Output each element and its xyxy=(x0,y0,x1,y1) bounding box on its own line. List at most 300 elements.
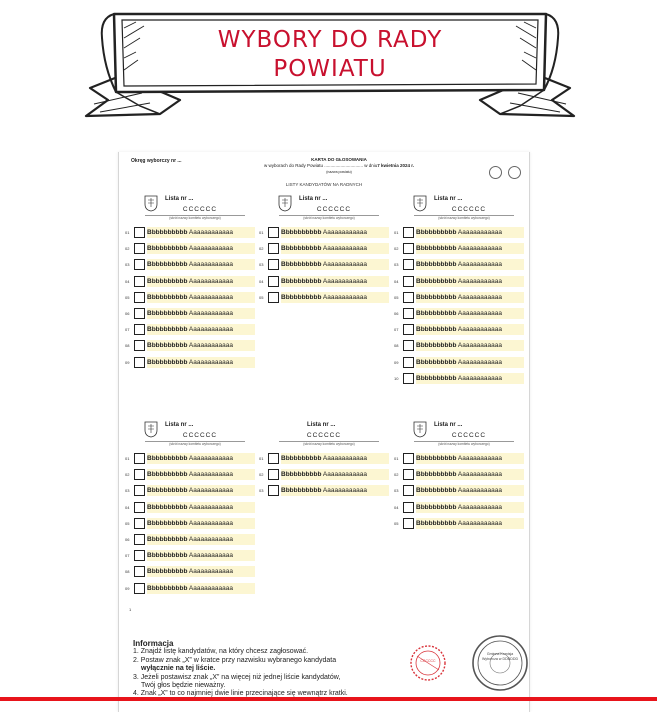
candidate-row xyxy=(394,307,524,323)
candidate-row xyxy=(394,291,524,307)
ballot-card xyxy=(118,152,530,712)
candidate-row xyxy=(394,517,524,533)
info-title: Informacja xyxy=(133,639,174,648)
candidate-number: 01 xyxy=(125,456,130,461)
candidate-given-name: Aaaaaaaaaaaa xyxy=(188,229,233,236)
candidate-row xyxy=(125,582,255,598)
elections-line-a: w wyborach do Rady Powiatu ............................... w dniu xyxy=(263,163,378,168)
committee-code: CCCCCC xyxy=(451,206,487,213)
candidate-given-name: Aaaaaaaaaaaa xyxy=(188,455,233,462)
candidate-given-name: Aaaaaaaaaaaa xyxy=(322,277,367,285)
candidate-given-name: Aaaaaaaaaaaa xyxy=(188,552,233,560)
vote-checkbox[interactable] xyxy=(268,259,279,270)
vote-checkbox[interactable] xyxy=(134,583,145,594)
candidate-given-name: Aaaaaaaaaaaa xyxy=(188,261,233,269)
candidate-surname: Bbbbbbbbbb xyxy=(147,503,188,511)
committee-caption: (skrót nazwy komitetu wyborczego) xyxy=(279,441,379,446)
candidate-name xyxy=(147,292,255,303)
list-name: Lista nr ... xyxy=(165,422,194,428)
candidate-row xyxy=(125,339,255,355)
candidate-name xyxy=(147,534,255,545)
candidate-number: 04 xyxy=(394,504,399,510)
vote-checkbox[interactable] xyxy=(403,469,414,480)
candidate-given-name: Aaaaaaaaaaaa xyxy=(457,309,502,317)
banner-title xyxy=(205,26,455,84)
candidate-surname: Bbbbbbbbbb xyxy=(416,277,457,285)
candidate-given-name: Aaaaaaaaaaaa xyxy=(188,245,233,253)
candidate-row xyxy=(259,226,389,242)
candidate-surname: Bbbbbbbbbb xyxy=(416,245,457,253)
candidate-name xyxy=(281,243,389,254)
candidate-surname: Bbbbbbbbbb xyxy=(416,519,457,527)
candidate-list-column xyxy=(259,420,389,501)
info-line-3b: Twój głos będzie nieważny. xyxy=(141,682,226,690)
candidate-number: 03 xyxy=(125,488,130,494)
candidate-given-name: Aaaaaaaaaaaa xyxy=(457,487,502,495)
candidate-name xyxy=(281,469,389,480)
candidate-name xyxy=(281,227,389,238)
candidate-number: 05 xyxy=(394,520,399,526)
committee-caption: (skrót nazwy komitetu wyborczego) xyxy=(145,215,245,220)
candidate-surname: Bbbbbbbbbb xyxy=(147,229,188,236)
info-line-3: 3. Jeżeli postawisz znak „X” na więcej niż jednej liście kandydatów, xyxy=(133,673,341,681)
candidate-surname: Bbbbbbbbbb xyxy=(147,358,188,366)
candidate-name xyxy=(281,292,389,303)
candidate-name xyxy=(416,502,524,513)
list-name: Lista nr ... xyxy=(434,422,463,428)
candidate-number: 02 xyxy=(125,472,130,478)
candidate-row xyxy=(125,468,255,484)
candidate-given-name: Aaaaaaaaaaaa xyxy=(322,261,367,269)
candidate-row xyxy=(394,258,524,274)
candidate-row xyxy=(259,484,389,500)
vote-checkbox[interactable] xyxy=(403,243,414,254)
candidate-surname: Bbbbbbbbbb xyxy=(416,487,457,495)
candidate-row xyxy=(394,468,524,484)
commission-stamp-text xyxy=(471,652,529,662)
candidate-surname: Bbbbbbbbbb xyxy=(416,358,457,366)
candidate-row xyxy=(394,484,524,500)
candidate-number: 02 xyxy=(394,246,399,252)
vote-checkbox[interactable] xyxy=(403,373,414,384)
candidate-rows xyxy=(125,226,255,372)
committee-code: CCCCCC xyxy=(316,206,352,213)
small-stamp-icon xyxy=(409,644,447,682)
candidate-number: 03 xyxy=(125,262,130,268)
candidate-row xyxy=(125,307,255,323)
corner-circle-right xyxy=(508,166,521,179)
candidate-row xyxy=(259,452,389,468)
candidate-given-name: Aaaaaaaaaaaa xyxy=(457,293,502,301)
candidate-number: 06 xyxy=(394,310,399,316)
candidate-name xyxy=(281,276,389,287)
candidate-name xyxy=(147,518,255,529)
candidate-surname: Bbbbbbbbbb xyxy=(281,455,322,462)
list-name: Lista nr ... xyxy=(307,422,336,428)
candidate-given-name: Aaaaaaaaaaaa xyxy=(457,245,502,253)
candidate-rows xyxy=(394,452,524,533)
candidate-given-name: Aaaaaaaaaaaa xyxy=(322,487,367,495)
vote-checkbox[interactable] xyxy=(403,276,414,287)
district-label: Okręg wyborczy nr ... xyxy=(131,158,182,164)
candidate-given-name: Aaaaaaaaaaaa xyxy=(188,342,233,350)
info-line-2b: wyłącznie na tej liście. xyxy=(141,665,216,673)
candidate-given-name: Aaaaaaaaaaaa xyxy=(457,229,502,236)
info-section xyxy=(133,640,423,699)
candidate-surname: Bbbbbbbbbb xyxy=(147,261,188,269)
candidate-name xyxy=(281,453,389,464)
list-name: Lista nr ... xyxy=(165,196,194,202)
candidate-rows xyxy=(259,226,389,307)
candidate-row xyxy=(125,291,255,307)
candidate-name xyxy=(147,485,255,496)
vote-checkbox[interactable] xyxy=(403,308,414,319)
candidate-number: 04 xyxy=(125,278,130,284)
district-caption: (nazwa powiatu) xyxy=(326,170,352,174)
candidate-row xyxy=(259,291,389,307)
vote-checkbox[interactable] xyxy=(134,534,145,545)
candidate-name xyxy=(147,227,255,238)
candidate-given-name: Aaaaaaaaaaaa xyxy=(188,358,233,366)
vote-checkbox[interactable] xyxy=(134,550,145,561)
emblem-icon xyxy=(143,194,159,212)
info-line-4: 4. Znak „X” to co najmniej dwie linie przecinające się wewnątrz kratki. xyxy=(133,690,348,698)
candidate-surname: Bbbbbbbbbb xyxy=(416,261,457,269)
candidate-name xyxy=(147,453,255,464)
candidate-number: 07 xyxy=(394,327,399,333)
candidate-name xyxy=(147,243,255,254)
candidate-name xyxy=(147,469,255,480)
candidate-name xyxy=(147,357,255,368)
candidate-name xyxy=(147,502,255,513)
vote-checkbox[interactable] xyxy=(134,357,145,368)
candidate-name xyxy=(416,357,524,368)
vote-checkbox[interactable] xyxy=(268,227,279,238)
candidate-surname: Bbbbbbbbbb xyxy=(147,309,188,317)
candidate-given-name: Aaaaaaaaaaaa xyxy=(188,535,233,543)
candidate-number: 04 xyxy=(394,278,399,284)
candidate-row xyxy=(394,323,524,339)
candidate-number: 01 xyxy=(259,456,264,461)
candidate-number: 06 xyxy=(125,536,130,542)
candidate-name xyxy=(147,340,255,351)
candidate-given-name: Aaaaaaaaaaaa xyxy=(457,326,502,334)
info-line-2: 2. Postaw znak „X” w kratce przy nazwisku wybranego kandydata xyxy=(133,656,337,664)
candidate-surname: Bbbbbbbbbb xyxy=(281,471,322,479)
committee-code: CCCCCC xyxy=(182,206,218,213)
vote-checkbox[interactable] xyxy=(268,485,279,496)
vote-checkbox[interactable] xyxy=(403,259,414,270)
candidate-name xyxy=(416,324,524,335)
vote-checkbox[interactable] xyxy=(134,292,145,303)
vote-checkbox[interactable] xyxy=(268,453,279,464)
vote-checkbox[interactable] xyxy=(403,453,414,464)
vote-checkbox[interactable] xyxy=(134,227,145,238)
candidate-name xyxy=(416,243,524,254)
candidate-surname: Bbbbbbbbbb xyxy=(416,471,457,479)
candidate-row xyxy=(394,242,524,258)
vote-checkbox[interactable] xyxy=(134,566,145,577)
candidate-name xyxy=(416,485,524,496)
candidate-number: 07 xyxy=(125,553,130,559)
candidate-row xyxy=(125,565,255,581)
candidate-given-name: Aaaaaaaaaaaa xyxy=(457,471,502,479)
candidate-list-column xyxy=(125,194,255,372)
candidate-surname: Bbbbbbbbbb xyxy=(416,309,457,317)
candidate-number: 03 xyxy=(259,488,264,494)
ballot-header xyxy=(249,157,429,175)
vote-checkbox[interactable] xyxy=(134,502,145,513)
candidate-name xyxy=(416,518,524,529)
candidate-number: 08 xyxy=(125,343,130,349)
candidate-number: 05 xyxy=(394,294,399,300)
candidate-number: 01 xyxy=(259,230,264,235)
candidate-surname: Bbbbbbbbbb xyxy=(147,342,188,350)
candidate-number: 01 xyxy=(125,230,130,235)
candidate-row xyxy=(125,517,255,533)
banner-title-line1: WYBORY DO RADY xyxy=(217,27,443,53)
candidate-surname: Bbbbbbbbbb xyxy=(416,326,457,334)
candidate-number: 04 xyxy=(125,504,130,510)
vote-checkbox[interactable] xyxy=(134,324,145,335)
candidate-given-name: Aaaaaaaaaaaa xyxy=(188,568,233,576)
title-banner xyxy=(80,8,580,128)
candidate-surname: Bbbbbbbbbb xyxy=(147,552,188,560)
stamp-text-top: Gminna Komisja xyxy=(486,652,514,656)
emblem-icon xyxy=(277,194,293,212)
candidate-number: 08 xyxy=(125,569,130,575)
candidate-name xyxy=(416,469,524,480)
candidate-number: 01 xyxy=(394,456,399,461)
candidate-name xyxy=(416,373,524,384)
candidate-number: 04 xyxy=(259,278,264,284)
candidate-number: 03 xyxy=(259,262,264,268)
list-name: Lista nr ... xyxy=(299,196,328,202)
committee-caption: (skrót nazwy komitetu wyborczego) xyxy=(414,441,514,446)
candidate-row xyxy=(394,452,524,468)
candidate-given-name: Aaaaaaaaaaaa xyxy=(188,584,233,592)
candidate-name xyxy=(147,276,255,287)
list-header xyxy=(125,194,255,226)
candidate-row xyxy=(394,356,524,372)
candidate-name xyxy=(281,259,389,270)
candidate-surname: Bbbbbbbbbb xyxy=(147,293,188,301)
list-header xyxy=(394,420,524,452)
vote-checkbox[interactable] xyxy=(134,243,145,254)
candidate-row xyxy=(125,484,255,500)
candidate-surname: Bbbbbbbbbb xyxy=(416,455,457,462)
candidate-list-column xyxy=(259,194,389,307)
committee-code: CCCCCC xyxy=(451,432,487,439)
candidate-number: 01 xyxy=(394,230,399,235)
vote-checkbox[interactable] xyxy=(134,518,145,529)
candidate-number: 08 xyxy=(394,343,399,349)
candidate-rows xyxy=(394,226,524,388)
vote-checkbox[interactable] xyxy=(134,469,145,480)
emblem-icon xyxy=(143,420,159,438)
candidate-surname: Bbbbbbbbbb xyxy=(147,584,188,592)
candidate-name xyxy=(416,340,524,351)
candidate-given-name: Aaaaaaaaaaaa xyxy=(322,455,367,462)
candidate-given-name: Aaaaaaaaaaaa xyxy=(188,487,233,495)
candidate-given-name: Aaaaaaaaaaaa xyxy=(188,277,233,285)
vote-checkbox[interactable] xyxy=(403,502,414,513)
candidate-name xyxy=(147,566,255,577)
candidate-number: 02 xyxy=(259,472,264,478)
candidate-row xyxy=(259,275,389,291)
candidate-given-name: Aaaaaaaaaaaa xyxy=(457,455,502,462)
candidate-surname: Bbbbbbbbbb xyxy=(281,293,322,301)
candidate-name xyxy=(416,276,524,287)
candidate-name xyxy=(147,550,255,561)
candidate-given-name: Aaaaaaaaaaaa xyxy=(188,503,233,511)
candidate-given-name: Aaaaaaaaaaaa xyxy=(457,261,502,269)
candidate-given-name: Aaaaaaaaaaaa xyxy=(457,342,502,350)
candidate-list-column xyxy=(394,420,524,533)
candidate-row xyxy=(125,452,255,468)
candidate-surname: Bbbbbbbbbb xyxy=(147,535,188,543)
list-header xyxy=(394,194,524,226)
bottom-red-bar xyxy=(0,697,657,701)
candidate-number: 03 xyxy=(394,488,399,494)
list-header xyxy=(259,420,389,452)
candidate-list-column xyxy=(394,194,524,388)
vote-checkbox[interactable] xyxy=(403,518,414,529)
candidate-name xyxy=(147,259,255,270)
candidate-given-name: Aaaaaaaaaaaa xyxy=(322,229,367,236)
candidate-number: 05 xyxy=(125,294,130,300)
list-header xyxy=(125,420,255,452)
candidate-given-name: Aaaaaaaaaaaa xyxy=(188,471,233,479)
vote-checkbox[interactable] xyxy=(403,485,414,496)
candidate-row xyxy=(125,356,255,372)
vote-checkbox[interactable] xyxy=(134,485,145,496)
committee-caption: (skrót nazwy komitetu wyborczego) xyxy=(145,441,245,446)
candidate-surname: Bbbbbbbbbb xyxy=(281,229,322,236)
candidate-list-column xyxy=(125,420,255,598)
candidate-row xyxy=(394,226,524,242)
candidate-surname: Bbbbbbbbbb xyxy=(416,503,457,511)
vote-checkbox[interactable] xyxy=(268,243,279,254)
committee-code: CCCCCC xyxy=(306,432,342,439)
stamp-text-bottom: Wyborcza w DDDDDD xyxy=(481,657,519,661)
vote-checkbox[interactable] xyxy=(134,453,145,464)
candidate-row xyxy=(394,501,524,517)
candidate-row xyxy=(125,323,255,339)
candidate-given-name: Aaaaaaaaaaaa xyxy=(188,293,233,301)
candidate-row xyxy=(125,501,255,517)
vote-checkbox[interactable] xyxy=(268,469,279,480)
vote-checkbox[interactable] xyxy=(134,276,145,287)
candidate-surname: Bbbbbbbbbb xyxy=(281,487,322,495)
candidate-number: 10 xyxy=(394,375,399,381)
candidate-given-name: Aaaaaaaaaaaa xyxy=(188,519,233,527)
candidate-row xyxy=(259,468,389,484)
candidate-number: 05 xyxy=(125,520,130,526)
candidate-name xyxy=(416,453,524,464)
vote-checkbox[interactable] xyxy=(134,340,145,351)
candidate-given-name: Aaaaaaaaaaaa xyxy=(322,471,367,479)
candidate-given-name: Aaaaaaaaaaaa xyxy=(322,293,367,301)
vote-checkbox[interactable] xyxy=(268,292,279,303)
candidate-name xyxy=(416,292,524,303)
vote-checkbox[interactable] xyxy=(134,259,145,270)
candidate-surname: Bbbbbbbbbb xyxy=(416,293,457,301)
info-line-1: 1. Znajdź listę kandydatów, na który chcesz zagłosować. xyxy=(133,648,309,656)
candidate-surname: Bbbbbbbbbb xyxy=(416,374,457,382)
vote-checkbox[interactable] xyxy=(403,357,414,368)
page-number: 1 xyxy=(129,607,132,612)
vote-checkbox[interactable] xyxy=(403,292,414,303)
committee-code: CCCCCC xyxy=(182,432,218,439)
vote-checkbox[interactable] xyxy=(403,227,414,238)
emblem-icon xyxy=(412,420,428,438)
vote-checkbox[interactable] xyxy=(403,340,414,351)
candidate-surname: Bbbbbbbbbb xyxy=(147,487,188,495)
candidate-number: 02 xyxy=(394,472,399,478)
candidate-row xyxy=(125,242,255,258)
candidate-row xyxy=(125,226,255,242)
candidate-given-name: Aaaaaaaaaaaa xyxy=(188,309,233,317)
candidate-number: 09 xyxy=(125,359,130,365)
candidate-surname: Bbbbbbbbbb xyxy=(147,519,188,527)
banner-title-line2: POWIATU xyxy=(273,56,387,82)
vote-checkbox[interactable] xyxy=(268,276,279,287)
candidate-name xyxy=(416,308,524,319)
candidate-rows xyxy=(125,452,255,598)
candidate-row xyxy=(394,339,524,355)
candidate-number: 07 xyxy=(125,327,130,333)
candidate-number: 09 xyxy=(125,585,130,591)
candidate-given-name: Aaaaaaaaaaaa xyxy=(457,358,502,366)
list-header xyxy=(259,194,389,226)
candidate-given-name: Aaaaaaaaaaaa xyxy=(322,245,367,253)
candidate-name xyxy=(416,259,524,270)
lists-header: LISTY KANDYDATÓW NA RADNYCH xyxy=(285,182,363,187)
candidate-name xyxy=(416,227,524,238)
candidate-surname: Bbbbbbbbbb xyxy=(147,455,188,462)
candidate-surname: Bbbbbbbbbb xyxy=(281,277,322,285)
candidate-number: 02 xyxy=(125,246,130,252)
commission-stamp-icon xyxy=(471,634,529,692)
vote-checkbox[interactable] xyxy=(134,308,145,319)
candidate-name xyxy=(281,485,389,496)
candidate-row xyxy=(394,275,524,291)
candidate-surname: Bbbbbbbbbb xyxy=(147,471,188,479)
candidate-given-name: Aaaaaaaaaaaa xyxy=(457,277,502,285)
candidate-number: 03 xyxy=(394,262,399,268)
emblem-icon xyxy=(412,194,428,212)
candidate-surname: Bbbbbbbbbb xyxy=(416,342,457,350)
candidate-surname: Bbbbbbbbbb xyxy=(416,229,457,236)
list-name: Lista nr ... xyxy=(434,196,463,202)
candidate-surname: Bbbbbbbbbb xyxy=(147,277,188,285)
candidate-given-name: Aaaaaaaaaaaa xyxy=(457,374,502,382)
candidate-surname: Bbbbbbbbbb xyxy=(281,245,322,253)
candidate-number: 06 xyxy=(125,310,130,316)
candidate-row xyxy=(125,258,255,274)
election-date: 7 kwietnia 2024 r. xyxy=(377,163,415,168)
candidate-row xyxy=(259,242,389,258)
corner-circle-left xyxy=(489,166,502,179)
vote-checkbox[interactable] xyxy=(403,324,414,335)
card-title: KARTA DO GŁOSOWANIA xyxy=(311,157,367,162)
candidate-row xyxy=(125,549,255,565)
small-stamp-text: CCCCCC xyxy=(420,659,436,663)
candidate-surname: Bbbbbbbbbb xyxy=(281,261,322,269)
committee-caption: (skrót nazwy komitetu wyborczego) xyxy=(279,215,379,220)
candidate-surname: Bbbbbbbbbb xyxy=(147,245,188,253)
